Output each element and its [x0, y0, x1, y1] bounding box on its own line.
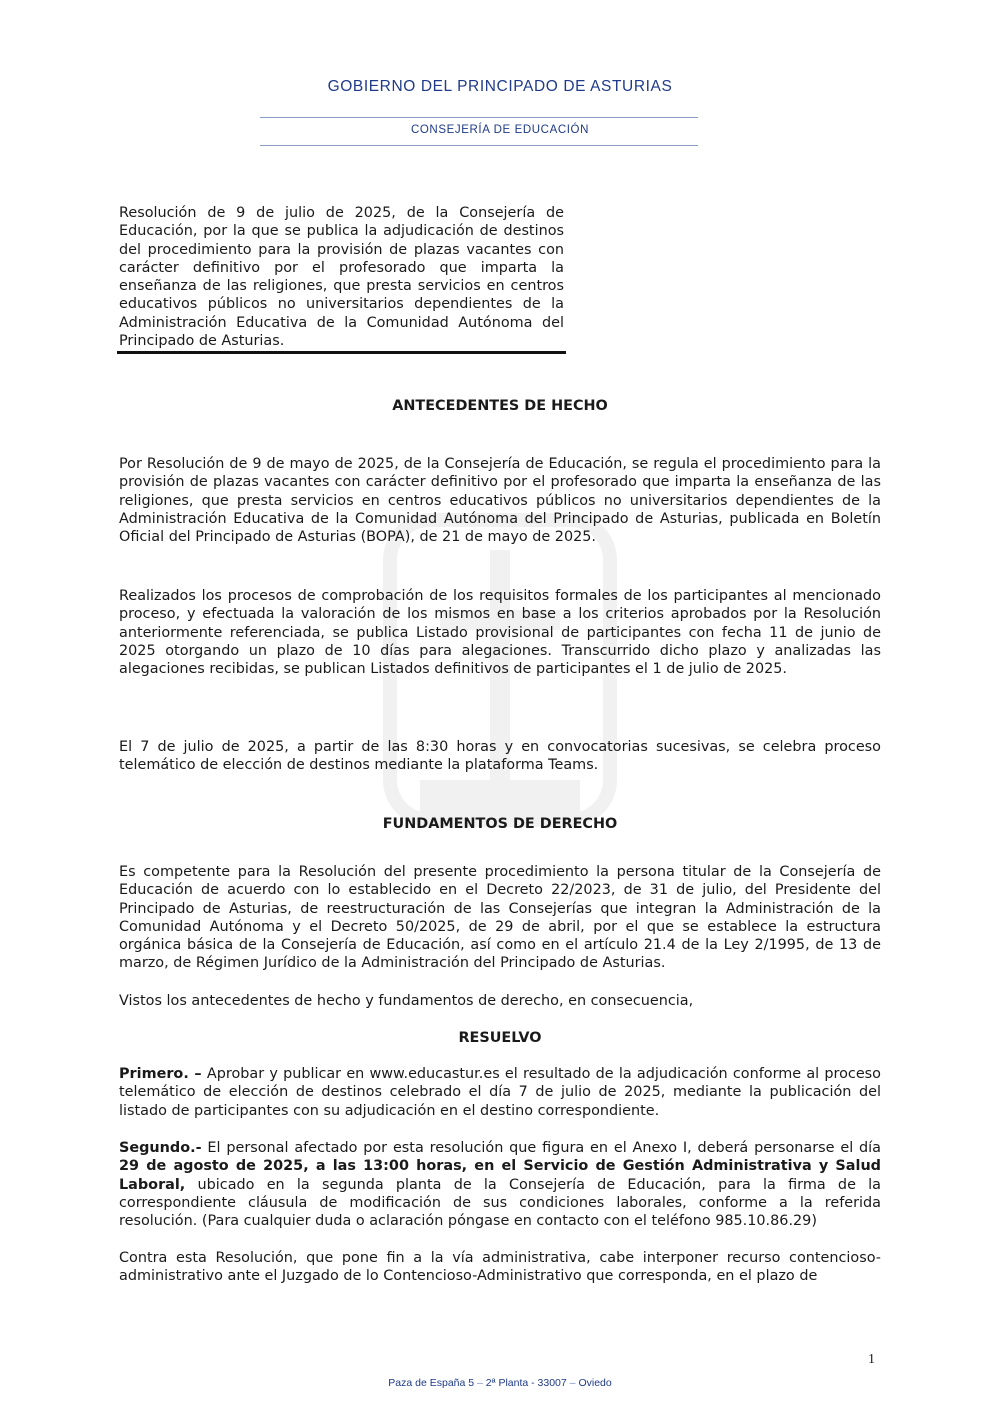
- department-name: CONSEJERÍA DE EDUCACIÓN: [410, 124, 590, 136]
- primero-label: Primero. –: [119, 1066, 202, 1082]
- primero-text: Aprobar y publicar en www.educastur.es el resultado de la adjudicación conforme al proceso telemático de elección de destinos celebrado el día 7 de julio de 2025, mediante la publicación del listado de participantes con su adjudicación en el destino correspondiente.: [119, 1066, 881, 1119]
- address-dash-1: –: [477, 1377, 483, 1389]
- antecedentes-paragraph-3: El 7 de julio de 2025, a partir de las 8:30 horas y en convocatorias sucesivas, se celebra proceso telemático de elección de destinos mediante la plataforma Teams.: [119, 739, 881, 774]
- antecedentes-heading: ANTECEDENTES DE HECHO: [392, 398, 608, 414]
- address-dash-2: –: [569, 1377, 576, 1389]
- segundo-label: Segundo.-: [119, 1140, 202, 1156]
- resuelvo-primero: [119, 1065, 881, 1120]
- header-rule-bottom: [260, 145, 698, 146]
- resuelvo-heading: RESUELVO: [458, 1030, 542, 1046]
- segundo-text-2: ubicado en la segunda planta de la Consejería de Educación, para la firma de la correspondiente cláusula de modificación de sus condiciones laborales, conforme a la referida resolución. (Para cualquier duda o aclaración póngase en contacto con el teléfono 985.10.86.29): [119, 1176, 881, 1230]
- address-part-1: Paza de España 5: [388, 1377, 475, 1389]
- resuelvo-segundo: [119, 1139, 881, 1230]
- title-underline: [117, 351, 566, 354]
- antecedentes-paragraph-2: Realizados los procesos de comprobación de los requisitos formales de los participantes al mencionado proceso, y efectuada la valoración de los mismos en base a los criterios aprobados por la Resolución anteriormente referenciada, se publica Listado provisional de participantes con fecha 11 de junio de 2025 otorgando un plazo de 10 días para alegaciones. Transcurrido dicho plazo y analizadas las alegaciones recibidas, se publican Listados definitivos de participantes el 1 de julio de 2025.: [119, 588, 881, 678]
- segundo-text-1: El personal afectado por esta resolución que figura en el Anexo I, deberá personarse el día: [207, 1140, 881, 1156]
- address-part-2: 2ª Planta - 33007: [485, 1377, 567, 1389]
- recurso-paragraph: Contra esta Resolución, que pone fin a la vía administrativa, cabe interponer recurso contencioso-administrativo ante el Juzgado de lo Contencioso-Administrativo que corresponda, en el plazo de: [119, 1250, 881, 1285]
- page-number: 1: [868, 1352, 875, 1367]
- fundamentos-paragraph: Es competente para la Resolución del presente procedimiento la persona titular de la Consejería de Educación de acuerdo con lo establecido en el Decreto 22/2023, de 31 de julio, del Presidente del Principado de Asturias, de reestructuración de las Consejerías que integran la Administración de la Comunidad Autónoma y el Decreto 50/2025, de 29 de abril, por el que se establece la estructura orgánica básica de la Consejería de Educación, así como en el artículo 21.4 de la Ley 2/1995, de 13 de marzo, de Régimen Jurídico de la Administración del Principado de Asturias.: [119, 864, 881, 972]
- fundamentos-heading: FUNDAMENTOS DE DERECHO: [382, 816, 618, 832]
- segundo-bold: 29 de agosto de 2025, a las 13:00 horas, en el Servicio de Gestión Administrativa y Salud Laboral,: [119, 1158, 881, 1193]
- resolution-title: Resolución de 9 de julio de 2025, de la Consejería de Educación, por la que se publica la adjudicación de destinos del procedimiento para la provisión de plazas vacantes con carácter definitivo por el profesorado que imparta la enseñanza de las religiones, que presta servicios en centros educativos públicos no universitarios dependientes de la Administración Educativa de la Comunidad Autónoma del Principado de Asturias.: [119, 205, 564, 350]
- vistos-paragraph: Vistos los antecedentes de hecho y fundamentos de derecho, en consecuencia,: [119, 993, 694, 1009]
- footer-address: [0, 1377, 1000, 1389]
- antecedentes-paragraph-1: Por Resolución de 9 de mayo de 2025, de la Consejería de Educación, se regula el procedimiento para la provisión de plazas vacantes con carácter definitivo por el profesorado que imparta la enseñanza de las religiones, que presta servicios en centros educativos públicos no universitarios dependientes de la Administración Educativa de la Comunidad Autónoma del Principado de Asturias, publicada en Boletín Oficial del Principado de Asturias (BOPA), de 21 de mayo de 2025.: [119, 456, 881, 546]
- government-title: GOBIERNO DEL PRINCIPADO DE ASTURIAS: [327, 78, 673, 95]
- header-rule-top: [260, 117, 698, 118]
- address-part-3: Oviedo: [578, 1377, 612, 1389]
